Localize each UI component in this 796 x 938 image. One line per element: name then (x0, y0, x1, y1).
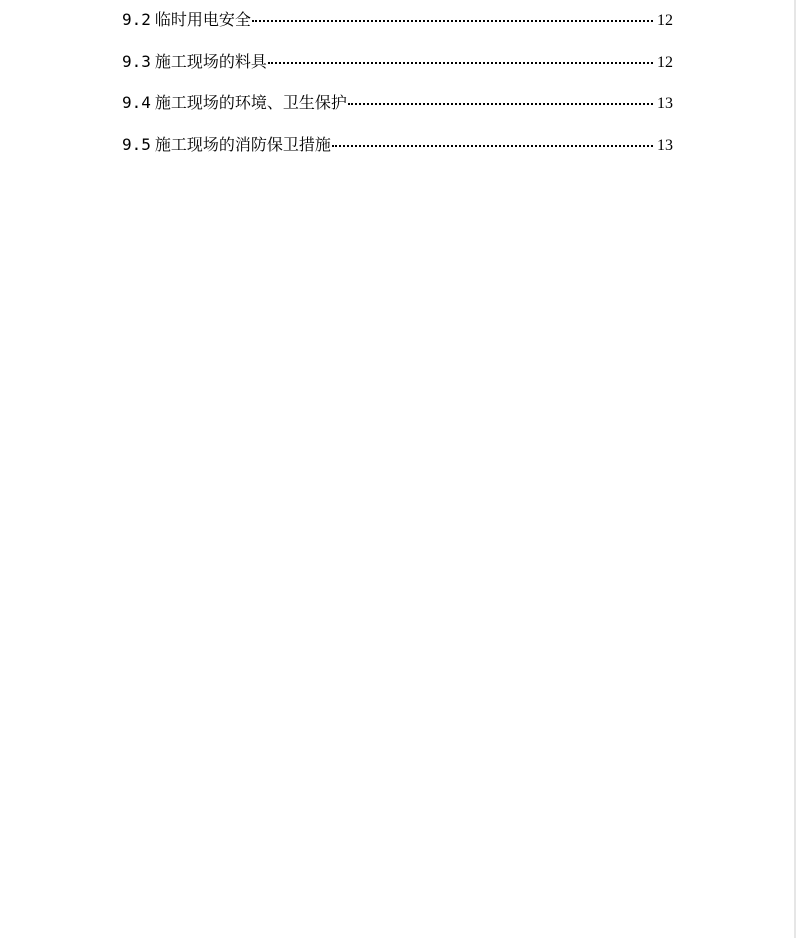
toc-entry-page: 12 (657, 53, 673, 71)
toc-entry-page: 13 (657, 136, 673, 154)
toc-dot-leader (332, 145, 653, 147)
toc-entry-number: 9.3 (122, 51, 151, 71)
toc-entry[interactable] (122, 49, 673, 91)
toc-entry-number: 9.2 (122, 10, 151, 29)
toc-entry[interactable] (122, 132, 673, 174)
toc-dot-leader (348, 103, 653, 105)
toc-entry-page: 12 (657, 12, 673, 29)
toc-entry-title: 施工现场的料具 (154, 51, 267, 71)
toc-entry-title: 施工现场的环境、卫生保护 (154, 93, 347, 112)
toc-entry-title: 施工现场的消防保卫措施 (154, 134, 331, 154)
toc-entry-title: 临时用电安全 (154, 10, 251, 29)
toc-entry-number: 9.5 (122, 134, 151, 154)
toc-entry[interactable] (122, 90, 673, 132)
toc-entry-number: 9.4 (122, 93, 151, 112)
toc-entry-page: 13 (657, 95, 673, 112)
toc-dot-leader (252, 20, 653, 22)
toc-dot-leader (268, 62, 653, 64)
toc-entry[interactable] (122, 7, 673, 49)
table-of-contents (122, 7, 673, 173)
